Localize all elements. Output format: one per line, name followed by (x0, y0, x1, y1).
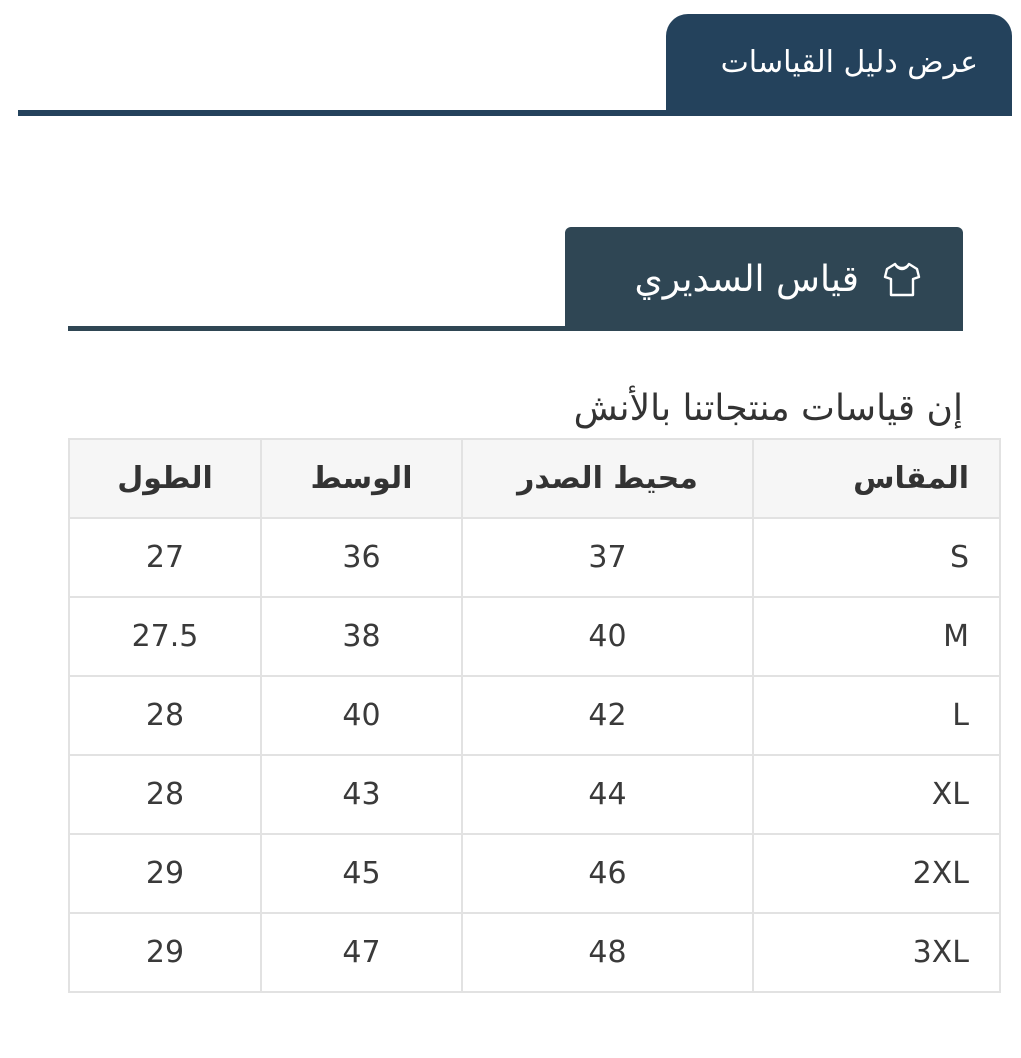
column-header-waist: الوسط (261, 439, 462, 518)
cell-waist: 43 (261, 755, 462, 834)
cell-size: XL (753, 755, 1000, 834)
cell-chest: 46 (462, 834, 753, 913)
size-table (68, 438, 1001, 993)
section-header (565, 227, 963, 331)
cell-length: 28 (69, 755, 261, 834)
column-header-size: المقاس (753, 439, 1000, 518)
cell-waist: 38 (261, 597, 462, 676)
section-title: قياس السديري (634, 258, 859, 300)
table-row (69, 518, 1000, 597)
tab-underline (18, 110, 1012, 116)
table-row (69, 913, 1000, 992)
section-underline (68, 326, 568, 331)
cell-chest: 37 (462, 518, 753, 597)
units-note: إن قياسات منتجاتنا بالأنش (573, 388, 963, 429)
cell-chest: 42 (462, 676, 753, 755)
table-row (69, 834, 1000, 913)
cell-waist: 36 (261, 518, 462, 597)
cell-size: 2XL (753, 834, 1000, 913)
cell-waist: 40 (261, 676, 462, 755)
shirt-icon (881, 258, 923, 300)
table-row (69, 597, 1000, 676)
cell-size: M (753, 597, 1000, 676)
cell-chest: 40 (462, 597, 753, 676)
table-row (69, 676, 1000, 755)
column-header-length: الطول (69, 439, 261, 518)
cell-length: 28 (69, 676, 261, 755)
cell-length: 29 (69, 834, 261, 913)
cell-length: 29 (69, 913, 261, 992)
cell-size: S (753, 518, 1000, 597)
size-guide-tab-label: عرض دليل القياسات (720, 44, 978, 80)
cell-chest: 44 (462, 755, 753, 834)
cell-waist: 47 (261, 913, 462, 992)
table-row (69, 755, 1000, 834)
cell-size: 3XL (753, 913, 1000, 992)
cell-waist: 45 (261, 834, 462, 913)
size-guide-tab[interactable] (666, 14, 1012, 110)
cell-chest: 48 (462, 913, 753, 992)
table-header-row (69, 439, 1000, 518)
cell-length: 27 (69, 518, 261, 597)
cell-size: L (753, 676, 1000, 755)
column-header-chest: محيط الصدر (462, 439, 753, 518)
cell-length: 27.5 (69, 597, 261, 676)
